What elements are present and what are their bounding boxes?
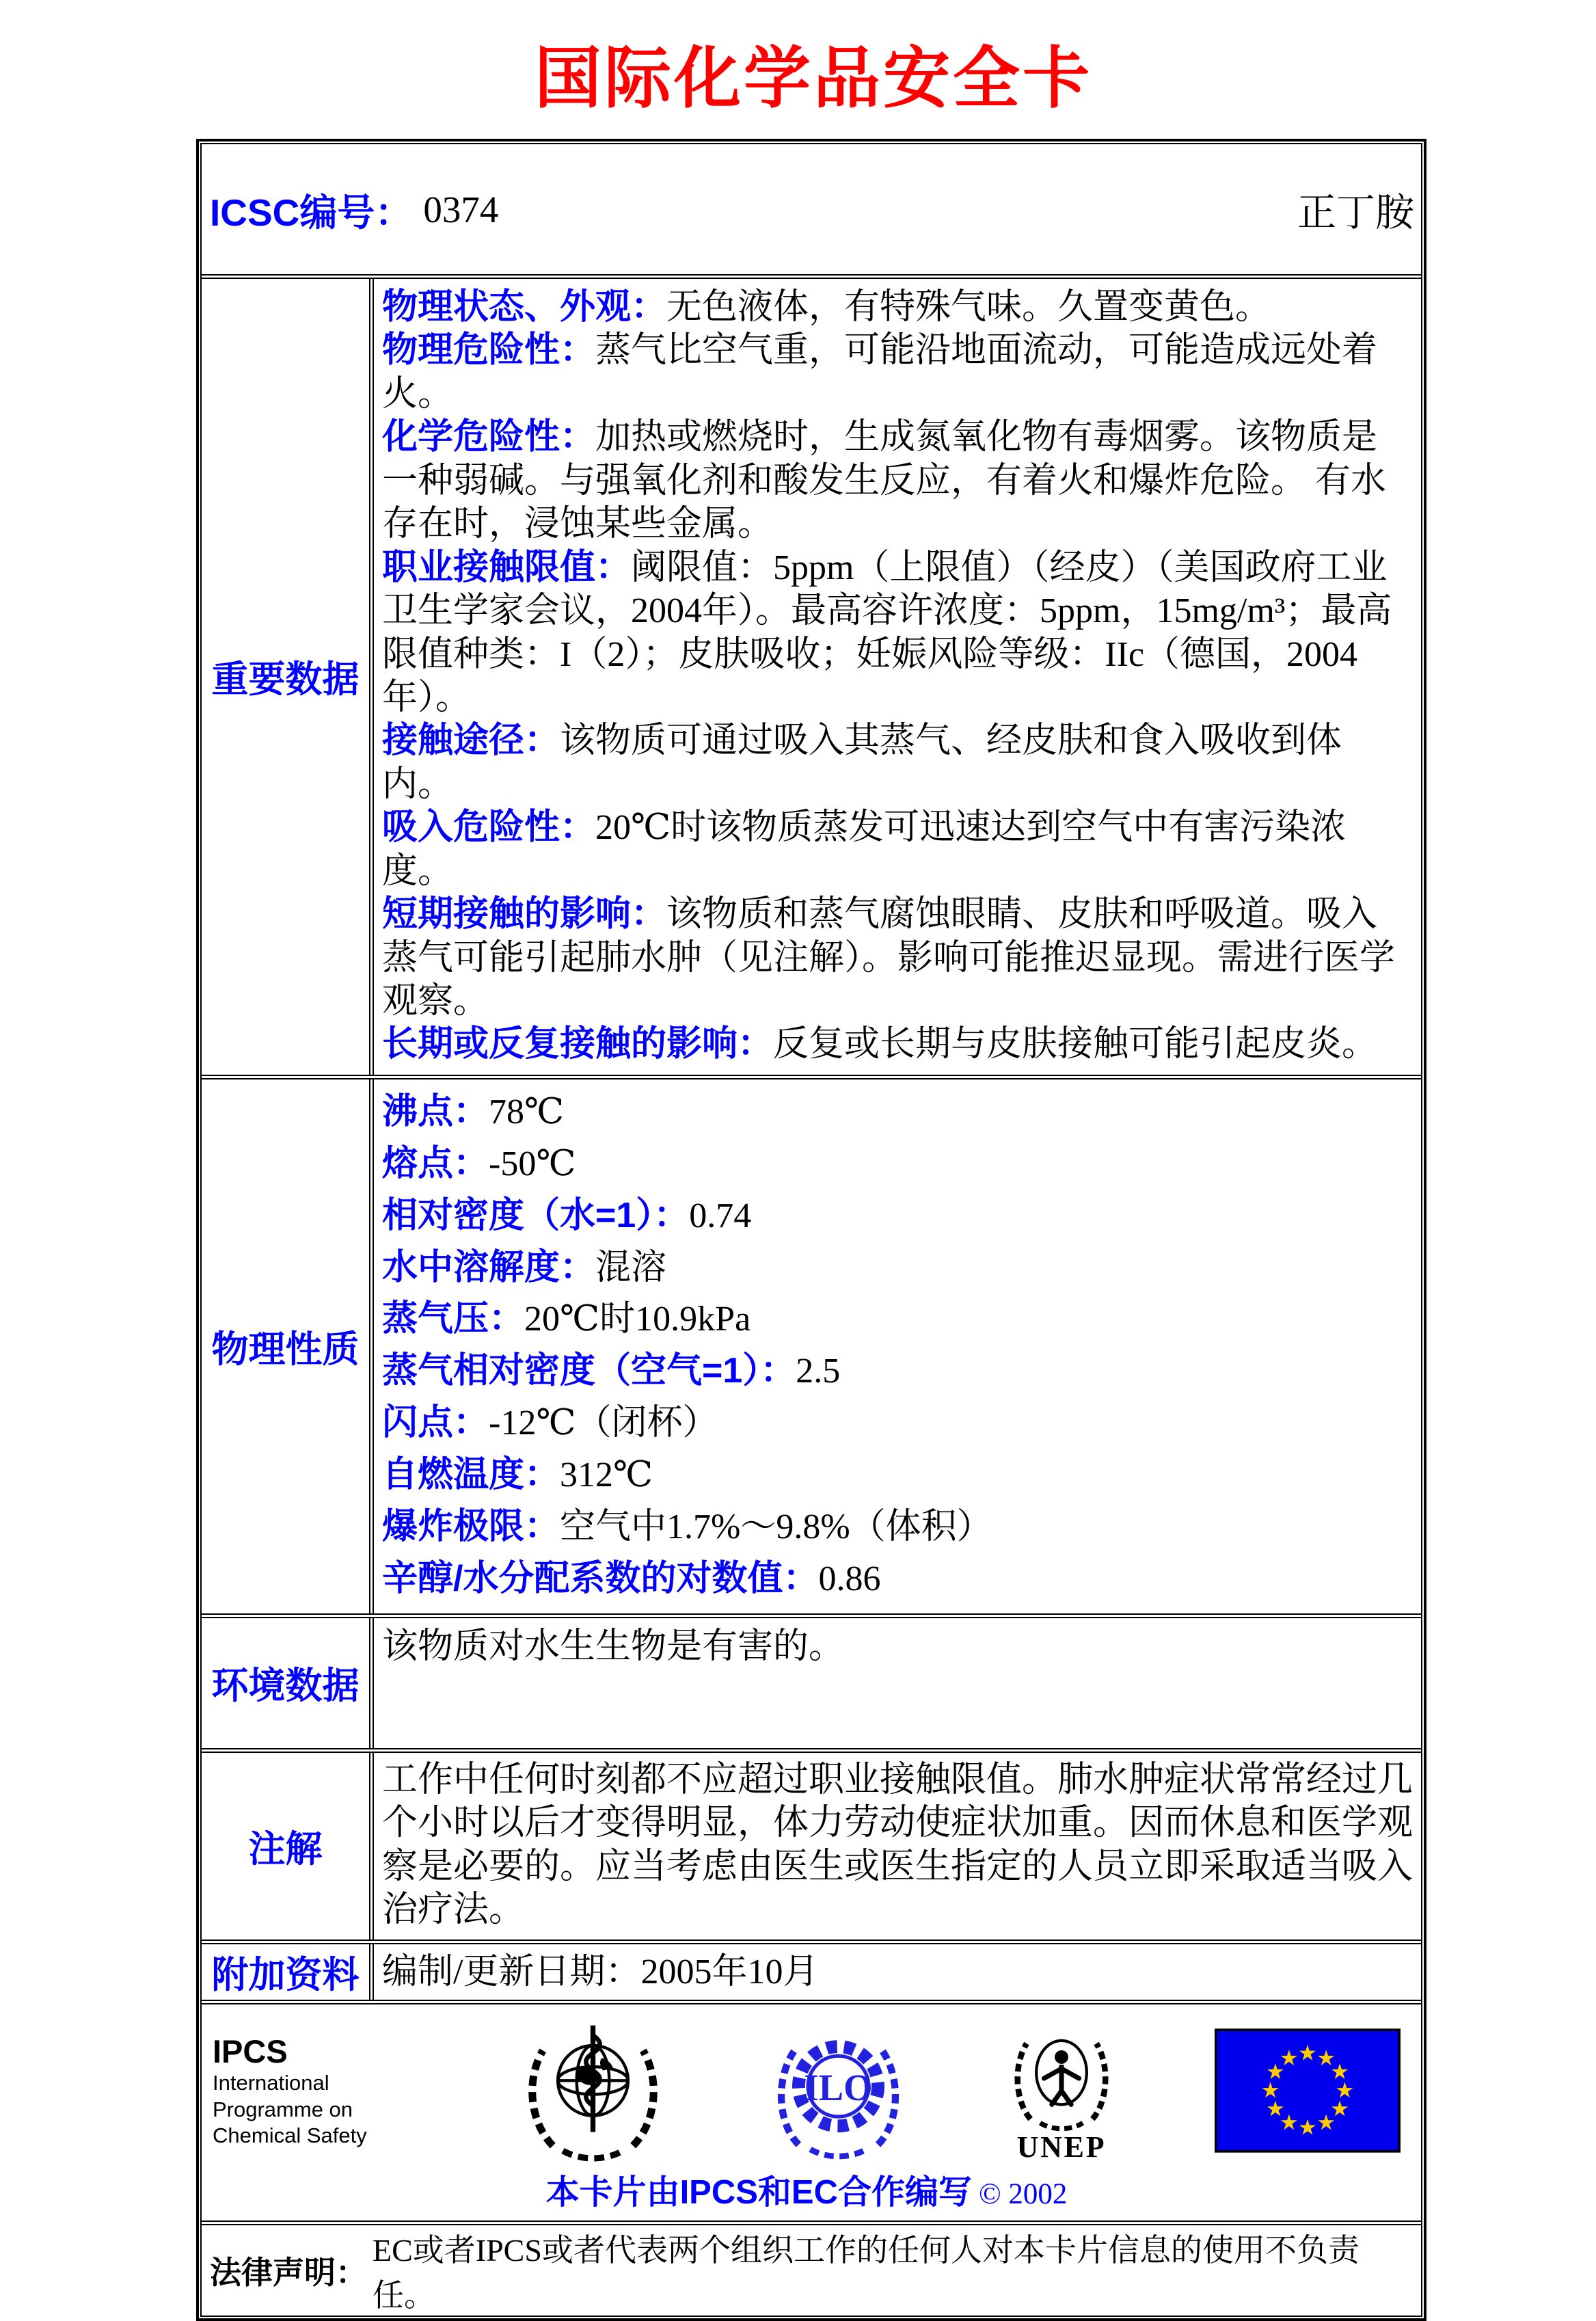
field-label: 吸入危险性： [382,807,596,848]
section-label: 附加资料 [211,1955,360,1996]
field-line [382,546,1413,720]
logo-strip [213,2015,1401,2166]
section-row-additional-information [202,1940,1421,2000]
field-value: 78℃ [489,1092,565,1131]
eu-flag-icon [1215,2028,1401,2153]
section-label-cell [202,1944,374,2000]
section-content-cell [374,1944,1421,2000]
ipcs-text-block [213,2032,418,2149]
field-label: 长期或反复接触的影响： [382,1024,774,1064]
field-value: 0.86 [818,1559,881,1598]
field-label: 自燃温度： [382,1455,560,1494]
field-value: 无色液体，有特殊气味。久置变黄色。 [666,288,1271,327]
who-logo-icon [513,2015,673,2166]
field-value: 工作中任何时刻都不应超过职业接触限值。肺水肿症状常常经过几个小时以后才变得明显，体力劳动使症状加重。因而休息和医学观察是必要的。应当考虑由医生或医生指定的人员立即采取适当吸入治疗法。 [382,1760,1414,1929]
field-line [382,1950,818,1994]
field-label: 接触途径： [382,721,560,761]
section-label-cell [202,1753,374,1940]
section-row-notes [202,1748,1421,1940]
field-value: 312℃ [560,1455,653,1494]
field-line [382,1293,1413,1345]
field-value: 20℃时该物质蒸发可迅速达到空气中有害污染浓度。 [382,808,1347,891]
credit-line [213,2166,1401,2214]
field-value: 20℃时10.9kPa [524,1300,751,1339]
field-line [382,719,1413,806]
field-value: 该物质和蒸气腐蚀眼睛、皮肤和呼吸道。吸入蒸气可能引起肺水肿（见注解）。影响可能推迟显现。需进行医学观察。 [382,895,1396,1021]
field-line [382,1345,1413,1397]
field-label: 熔点： [382,1143,489,1183]
field-value: 加热或燃烧时，生成氮氧化物有毒烟雾。该物质是一种弱碱。与强氧化剂和酸发生反应，有着火和爆炸危险。 有水存在时，浸蚀某些金属。 [382,418,1387,544]
field-label: 职业接触限值： [382,547,632,587]
legal-text: EC或者IPCS或者代表两个组织工作的任何人对本卡片信息的使用不负责任。 [373,2233,1360,2313]
field-line [382,1242,1413,1294]
card-header-row [202,144,1421,274]
field-label: 蒸气相对密度（空气=1）： [382,1351,796,1391]
icsc-card-table [196,139,1426,2321]
ipcs-subtitle-line: Chemical Safety [213,2123,367,2148]
field-value: 该物质可通过吸入其蒸气、经皮肤和食入吸收到体内。 [382,721,1342,804]
page-title: 国际化学品安全卡 [534,42,1092,116]
legal-row [202,2221,1421,2316]
field-value: 该物质对水生生物是有害的。 [382,1626,845,1666]
field-value: 0.74 [689,1196,752,1235]
field-value: -50℃ [489,1144,576,1183]
field-label: 沸点： [382,1091,489,1131]
field-value: 混溶 [595,1248,667,1287]
sections-container [202,274,1421,2000]
chemical-name: 正丁胺 [1297,191,1414,234]
section-row-environmental-data [202,1613,1421,1748]
field-line [382,1023,1413,1066]
section-content-cell [374,1079,1421,1613]
section-label: 环境数据 [211,1665,360,1707]
field-value: 编制/更新日期：2005年10月 [382,1953,819,1992]
field-value: 空气中1.7%～9.8%（体积） [560,1507,992,1546]
section-label: 注解 [248,1829,323,1870]
field-line [382,1190,1413,1242]
credit-text: 本卡片由IPCS和EC合作编写 [545,2174,972,2212]
field-label: 闪点： [382,1403,489,1443]
field-label: 物理状态、外观： [382,287,667,327]
section-content-cell [374,1753,1421,1940]
field-line [382,329,1413,416]
field-line [382,416,1413,546]
section-content-cell [374,279,1421,1075]
section-label-cell [202,1079,374,1613]
section-content-cell [374,1618,1421,1748]
ilo-logo-text: ILO [804,2067,873,2109]
section-row-physical-properties [202,1075,1421,1613]
field-value: -12℃（闭杯） [489,1404,718,1443]
field-value: 蒸气比空气重，可能沿地面流动，可能造成远处着火。 [382,331,1378,414]
field-value: 反复或长期与皮肤接触可能引起皮炎。 [773,1025,1378,1064]
field-label: 短期接触的影响： [382,894,667,935]
section-label: 重要数据 [211,659,360,701]
icsc-number-value: 0374 [423,188,499,230]
field-line [382,1449,1413,1501]
field-label: 蒸气压： [382,1299,525,1339]
ipcs-title: IPCS [213,2032,288,2069]
section-label-cell [202,279,374,1075]
section-label-cell [202,1618,374,1748]
copyright-text: © 2002 [979,2178,1068,2211]
ilo-logo-icon [768,2021,908,2161]
field-label: 相对密度（水=1）： [382,1195,690,1235]
field-line [382,286,1413,329]
ipcs-subtitle-line: International [213,2070,329,2095]
field-line [382,1086,1413,1138]
icsc-number-label: ICSC编号： [210,191,413,234]
field-value: 阈限值：5ppm（上限值）（经皮）（美国政府工业卫生学家会议，2004年）。最高容许浓度：5ppm，15mg/m³；最高限值种类：I（2）；皮肤吸收；妊娠风险等级：IIc（德国，2004年）。 [382,548,1392,717]
section-label: 物理性质 [211,1328,360,1370]
field-line [382,1501,1413,1553]
field-line [382,1553,1413,1605]
field-line [382,1625,1413,1668]
section-row-important-data [202,274,1421,1075]
field-label: 水中溶解度： [382,1247,596,1287]
field-label: 物理危险性： [382,330,596,371]
field-label: 辛醇/水分配系数的对数值： [382,1558,819,1598]
unep-logo-icon [1003,2017,1120,2164]
field-label: 化学危险性： [382,417,596,457]
field-label: 爆炸极限： [382,1506,560,1546]
field-line [382,893,1413,1023]
field-line [382,1397,1413,1449]
field-value: 2.5 [796,1352,841,1391]
logos-row [202,2000,1421,2221]
ipcs-subtitle-line: Programme on [213,2097,353,2121]
field-line [382,806,1413,893]
field-line [382,1138,1413,1190]
legal-label: 法律声明： [210,2255,367,2291]
field-line [382,1758,1413,1932]
unep-logo-text: UNEP [1016,2130,1107,2164]
